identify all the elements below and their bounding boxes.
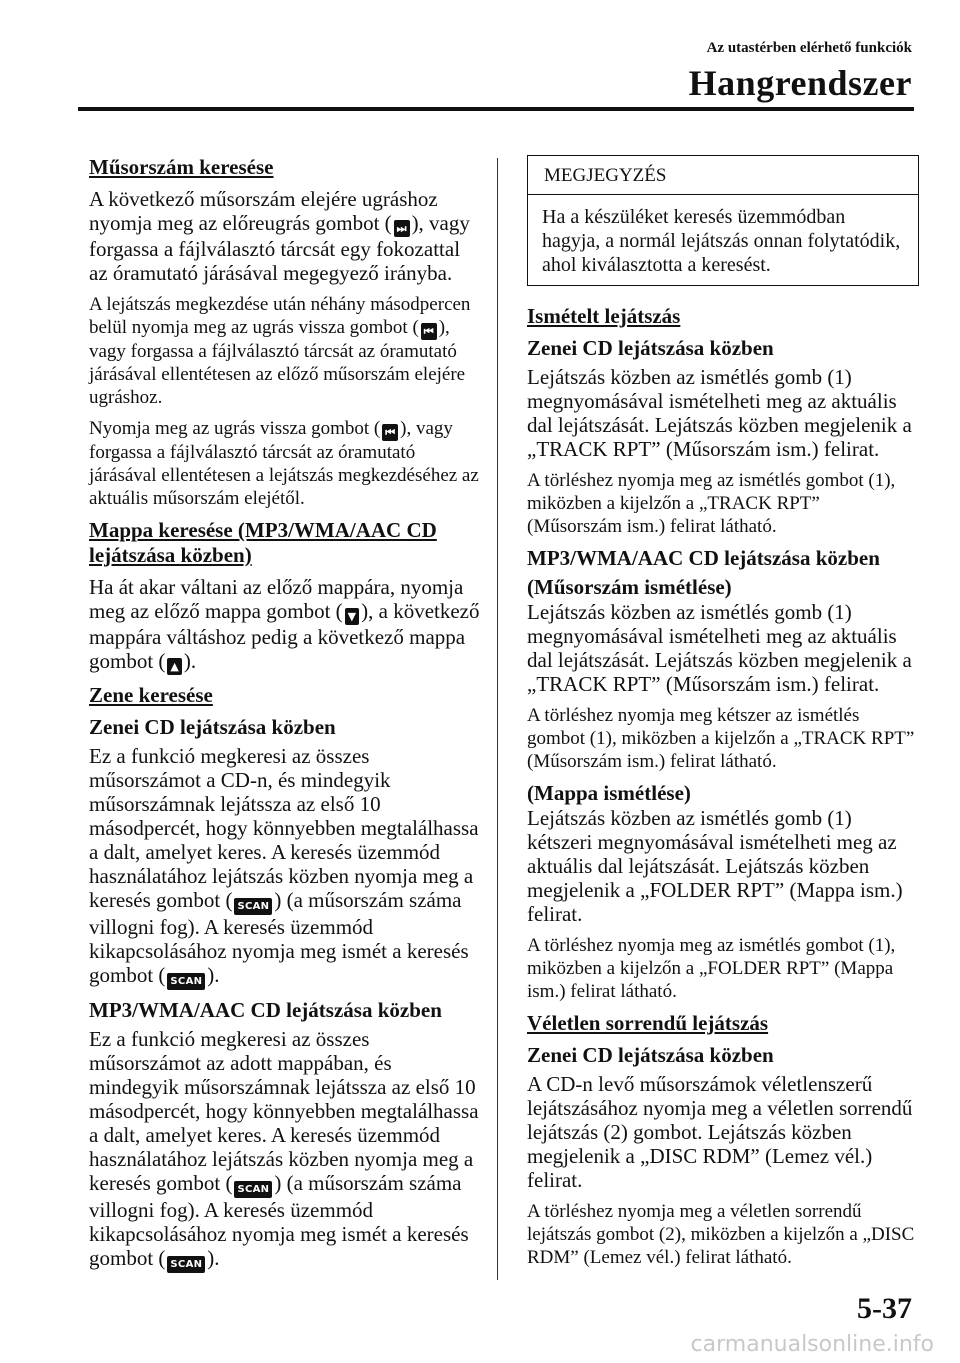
paragraph: Lejátszás közben az ismétlés gomb (1) megnyomásával ismételheti meg az aktuális dal lejátszását. Lejátszás közben megjelenik a „TRACK RPT” (Műsorszám ism.) felirat.: [527, 600, 912, 696]
prev-track-icon: ⏮: [382, 424, 398, 441]
subheading: Zenei CD lejátszása közben: [527, 336, 774, 360]
note-label: MEGJEGYZÉS: [528, 156, 918, 195]
paragraph: A törléshez nyomja meg kétszer az ismétlés gombot (1), miközben a kijelzőn a „TRACK RPT” (Műsorszám ism.) felirat látható.: [527, 705, 915, 772]
section-title-repeat: Ismételt lejátszás: [527, 304, 681, 328]
paragraph: A törléshez nyomja meg az ismétlés gombot (1), miközben a kijelzőn a „TRACK RPT” (Műsorszám ism.) felirat látható.: [527, 470, 896, 537]
scan-button-icon: SCAN: [167, 1256, 205, 1273]
subheading: (Műsorszám ismétlése): [527, 575, 732, 599]
header-rule: [78, 107, 914, 111]
section-title-random: Véletlen sorrendű lejátszás: [527, 1011, 769, 1035]
scan-button-icon: SCAN: [234, 1181, 272, 1198]
column-divider: [497, 158, 498, 1280]
scan-button-icon: SCAN: [234, 898, 272, 915]
section-title-track-search: Műsorszám keresése: [89, 155, 274, 179]
subheading: Zenei CD lejátszása közben: [89, 715, 336, 739]
subheading: Zenei CD lejátszása közben: [527, 1043, 774, 1067]
subheading: MP3/WMA/AAC CD lejátszása közben: [527, 546, 880, 570]
scan-button-icon: SCAN: [167, 973, 205, 990]
header-title: Hangrendszer: [688, 63, 912, 103]
header-subtitle: Az utastérben elérhető funkciók: [706, 40, 912, 56]
left-column: [89, 155, 481, 1281]
section-title-music-scan: Zene keresése: [89, 683, 213, 707]
note-box: [527, 155, 919, 286]
paragraph: A törléshez nyomja meg a véletlen sorrendű lejátszás gombot (2), miközben a kijelzőn a „DISC RDM” (Lemez vél.) felirat látható.: [527, 1201, 915, 1268]
subheading: (Mappa ismétlése): [527, 781, 691, 805]
paragraph: Ez a funkció megkeresi az összes műsorszámot az adott mappában, és mindegyik műsorszámnak lejátssza az első 10 másodpercét, hogy könnyebben megtalálhassa a dalt, amelyet keres. A keresés üzemmód használatához lejátszás közben nyomja meg a keresés gombot ( SCAN ) (a műsorszám száma villogni fog). A keresés üzemmód kikapcsolásához nyomja meg ismét a keresés gombot ( SCAN ).: [89, 1027, 481, 1273]
paragraph: A törléshez nyomja meg az ismétlés gombot (1), miközben a kijelzőn a „FOLDER RPT” (Mappa ism.) felirat látható.: [527, 935, 896, 1002]
paragraph: A CD-n levő műsorszámok véletlenszerű lejátszásához nyomja meg a véletlen sorrendű lejátszás (2) gombot. Lejátszás közben megjelenik a „DISC RDM” (Lemez vél.) felirat.: [527, 1072, 913, 1192]
folder-down-icon: ▼: [345, 608, 359, 625]
paragraph: A lejátszás megkezdése után néhány másodpercen belül nyomja meg az ugrás vissza gombot ( ⏮ ), vagy forgassa a fájlválasztó tárcsát az óramutató járásával ellentétesen az előző műsorszám elejére ugráshoz.: [89, 294, 471, 408]
paragraph: Ha át akar váltani az előző mappára, nyomja meg az előző mappa gombot ( ▼ ), a következő mappára váltáshoz pedig a következő mappa gombot ( ▲ ).: [89, 575, 480, 673]
subheading: MP3/WMA/AAC CD lejátszása közben: [89, 998, 442, 1022]
paragraph: Lejátszás közben az ismétlés gomb (1) megnyomásával ismételheti meg az aktuális dal lejátszását. Lejátszás közben megjelenik a „TRACK RPT” (Műsorszám ism.) felirat.: [527, 365, 912, 461]
prev-track-icon: ⏮: [421, 323, 437, 340]
watermark: carmanualsonline.info: [690, 1332, 934, 1357]
section-title-folder-search: Mappa keresése (MP3/WMA/AAC CD lejátszása közben): [89, 518, 437, 567]
page-number: 5-37: [857, 1292, 912, 1325]
paragraph: A következő műsorszám elejére ugráshoz nyomja meg az előreugrás gombot ( ⏭ ), vagy forgassa a fájlválasztó tárcsát egy fokozattal az óramutató járásával megegyező irányba.: [89, 187, 470, 285]
folder-up-icon: ▲: [167, 658, 181, 675]
paragraph: Ez a funkció megkeresi az összes műsorszámot a CD-n, és mindegyik műsorszámnak lejátssza az első 10 másodpercét, hogy könnyebben megtalálhassa a dalt, amelyet keres. A keresés üzemmód használatához lejátszás közben nyomja meg a keresés gombot ( SCAN ) (a műsorszám száma villogni fog). A keresés üzemmód kikapcsolásához nyomja meg ismét a keresés gombot ( SCAN ).: [89, 744, 481, 990]
paragraph: Lejátszás közben az ismétlés gomb (1) kétszeri megnyomásával ismételheti meg az aktuális dal lejátszását. Lejátszás közben megjelenik a „FOLDER RPT” (Mappa ism.) felirat.: [527, 806, 903, 926]
right-column: [527, 155, 919, 1277]
paragraph: Nyomja meg az ugrás vissza gombot ( ⏮ ), vagy forgassa a fájlválasztó tárcsát az óramutató járásával ellentétesen a lejátszás megkezdéséhez az aktuális műsorszám elejétől.: [89, 418, 479, 509]
next-track-icon: ⏭: [394, 220, 410, 237]
note-text: Ha a készüléket keresés üzemmódban hagyja, a normál lejátszás onnan folytatódik, ahol kiválasztotta a keresést.: [542, 206, 901, 276]
